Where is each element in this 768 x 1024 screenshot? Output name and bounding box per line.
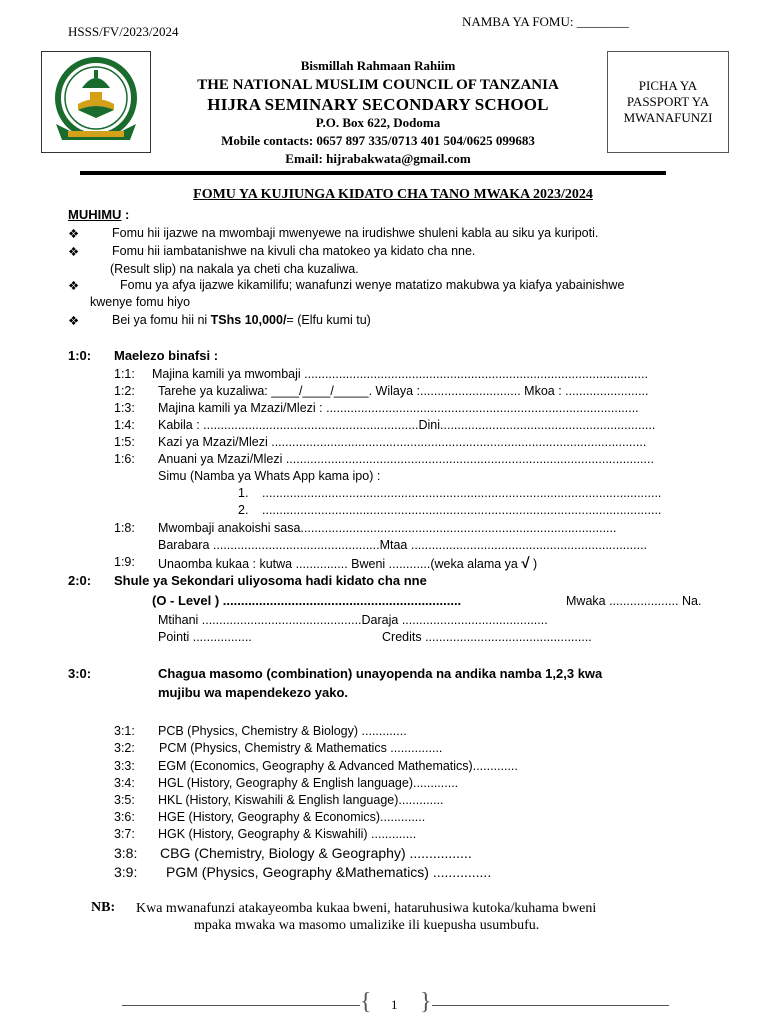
form-title: FOMU YA KUJIUNGA KIDATO CHA TANO MWAKA 2023/2024 bbox=[193, 187, 593, 202]
boarding-choice-field: Unaomba kukaa : kutwa ............... Bweni ............(weka alama ya √ ) bbox=[158, 555, 538, 572]
item-number: 1:5: bbox=[114, 435, 135, 449]
school-mobile-contacts: Mobile contacts: 0657 897 335/0713 401 504/0625 099683 bbox=[221, 133, 535, 148]
combination-number: 3:6: bbox=[114, 810, 135, 824]
combination-pcm: PCM (Physics, Chemistry & Mathematics ............... bbox=[159, 741, 443, 755]
instruction-2-continued: (Result slip) na nakala ya cheti cha kuzaliwa. bbox=[110, 262, 359, 276]
combination-number: 3:4: bbox=[114, 776, 135, 790]
bullet-icon: ❖ bbox=[68, 245, 80, 259]
footer-line-right bbox=[432, 1005, 669, 1006]
tribe-religion-field: Kabila : ..............................................................Dini.............................................................. bbox=[158, 418, 656, 432]
nb-line-1: Kwa mwanafunzi atakayeomba kukaa bweni, hataruhusiwa kutoka/kuhama bweni bbox=[136, 901, 597, 916]
item-number: 1:3: bbox=[114, 401, 135, 415]
item-number: 1:8: bbox=[114, 521, 135, 535]
combination-number: 3:7: bbox=[114, 827, 135, 841]
instruction-1: Fomu hii ijazwe na mwombaji mwenyewe na irudishwe shuleni kabla au siku ya kuripoti. bbox=[112, 226, 599, 240]
school-email: Email: hijrabakwata@gmail.com bbox=[285, 151, 471, 166]
combination-number: 3:8: bbox=[114, 845, 138, 861]
school-address: P.O. Box 622, Dodoma bbox=[315, 115, 441, 130]
section-3-title-line-1: Chagua masomo (combination) unayopenda na andika namba 1,2,3 kwa bbox=[158, 666, 603, 681]
header-divider bbox=[80, 171, 666, 175]
combination-hge: HGE (History, Geography & Economics)............. bbox=[158, 810, 426, 824]
checkmark-icon: √ bbox=[521, 555, 530, 572]
section-2-number: 2:0: bbox=[68, 573, 92, 588]
muhimu-heading: MUHIMU : bbox=[68, 207, 130, 222]
parent-address-field: Anuani ya Mzazi/Mlezi .......................................................................................................... bbox=[158, 452, 654, 466]
applicant-name-field: Majina kamili ya mwombaji ................................................................................................... bbox=[152, 367, 648, 381]
item-number: 1. bbox=[238, 486, 249, 500]
item-number: 1:6: bbox=[114, 452, 135, 466]
bullet-icon: ❖ bbox=[68, 279, 80, 293]
combination-number: 3:3: bbox=[114, 759, 135, 773]
exam-division-field: Mtihani ..............................................Daraja .......................................... bbox=[158, 613, 548, 627]
bismillah-line: Bismillah Rahmaan Rahiim bbox=[300, 58, 456, 73]
combination-egm: EGM (Economics, Geography & Advanced Mathematics)............. bbox=[158, 759, 518, 773]
section-3-number: 3:0: bbox=[68, 666, 92, 681]
combination-hgk: HGK (History, Geography & Kiswahili) ............. bbox=[158, 827, 417, 841]
item-number: 1:2: bbox=[114, 384, 135, 398]
section-3-title-line-2: mujibu wa mapendekezo yako. bbox=[158, 685, 348, 700]
olevel-school-field: (O - Level ) .................................................................. bbox=[152, 593, 462, 608]
footer-brace-left: { bbox=[360, 989, 372, 1015]
bullet-icon: ❖ bbox=[68, 314, 80, 328]
bullet-icon: ❖ bbox=[68, 227, 80, 241]
phone-label: Simu (Namba ya Whats App kama ipo) : bbox=[158, 469, 381, 483]
combination-cbg: CBG (Chemistry, Biology & Geography) ................ bbox=[160, 845, 472, 861]
item-number: 2. bbox=[238, 503, 249, 517]
phone-1-field: ................................................................................................................... bbox=[262, 486, 662, 500]
instruction-3: Fomu ya afya ijazwe kikamilifu; wanafunzi wenye matatizo makubwa ya kiafya yabainishwe bbox=[120, 278, 625, 292]
instruction-2: Fomu hii iambatanishwe na kivuli cha matokeo ya kidato cha nne. bbox=[112, 244, 476, 258]
footer-brace-right: } bbox=[420, 989, 432, 1015]
page-number: 1 bbox=[391, 997, 398, 1012]
passport-photo-box: PICHA YA PASSPORT YA MWANAFUNZI bbox=[607, 51, 729, 153]
points-field: Pointi ................. bbox=[158, 630, 252, 644]
instruction-3-continued: kwenye fomu hiyo bbox=[90, 295, 191, 309]
combination-number: 3:1: bbox=[114, 724, 135, 738]
nb-label: NB: bbox=[91, 900, 116, 915]
school-logo-icon bbox=[42, 52, 150, 152]
parent-occupation-field: Kazi ya Mzazi/Mlezi ............................................................................................................ bbox=[158, 435, 647, 449]
parent-name-field: Majina kamili ya Mzazi/Mlezi : .......................................................................................... bbox=[158, 401, 639, 415]
section-1-number: 1:0: bbox=[68, 348, 92, 363]
document-reference: HSSS/FV/2023/2024 bbox=[68, 24, 179, 39]
item-number: 1:1: bbox=[114, 367, 135, 381]
instruction-4: Bei ya fomu hii ni TShs 10,000/= (Elfu kumi tu) bbox=[112, 313, 371, 327]
item-number: 1:4: bbox=[114, 418, 135, 432]
street-field: Barabara ................................................Mtaa .................................................................... bbox=[158, 538, 648, 552]
combination-hgl: HGL (History, Geography & English language)............. bbox=[158, 776, 459, 790]
combination-pcb: PCB (Physics, Chemistry & Biology) ............. bbox=[158, 724, 407, 738]
footer-line-left bbox=[122, 1005, 360, 1006]
form-number-field: NAMBA YA FOMU: ________ bbox=[462, 14, 629, 29]
school-name: HIJRA SEMINARY SECONDARY SCHOOL bbox=[207, 95, 549, 114]
combination-number: 3:5: bbox=[114, 793, 135, 807]
phone-2-field: ................................................................................................................... bbox=[262, 503, 662, 517]
item-number: 1:9: bbox=[114, 555, 135, 569]
combination-number: 3:9: bbox=[114, 864, 138, 880]
year-number-field: Mwaka .................... Na. bbox=[566, 594, 702, 608]
section-2-title: Shule ya Sekondari uliyosoma hadi kidato cha nne bbox=[114, 573, 427, 588]
current-residence-field: Mwombaji anakoishi sasa........................................................................................... bbox=[158, 521, 617, 535]
combination-number: 3:2: bbox=[114, 741, 135, 755]
credits-field: Credits ................................................ bbox=[382, 630, 592, 644]
combination-hkl: HKL (History, Kiswahili & English language)............. bbox=[158, 793, 444, 807]
birth-date-region-field: Tarehe ya kuzaliwa: ____/____/_____. Wilaya :............................. Mkoa : ........................ bbox=[158, 384, 649, 398]
school-logo bbox=[41, 51, 151, 153]
combination-pgm: PGM (Physics, Geography &Mathematics) ............... bbox=[166, 864, 492, 880]
section-1-title: Maelezo binafsi : bbox=[114, 348, 219, 363]
council-name: THE NATIONAL MUSLIM COUNCIL OF TANZANIA bbox=[197, 77, 559, 93]
nb-line-2: mpaka mwaka wa masomo umalizike ili kuepusha usumbufu. bbox=[194, 918, 540, 933]
